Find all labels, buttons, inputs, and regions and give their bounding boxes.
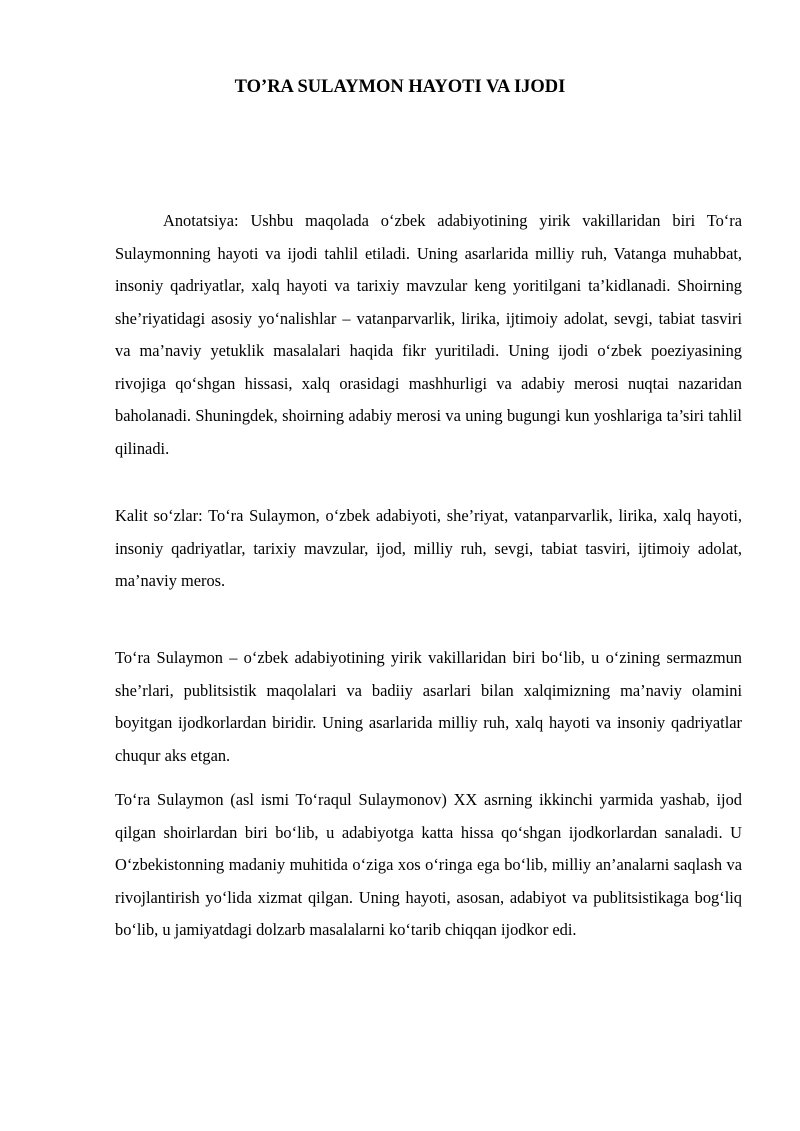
body-paragraph: To‘ra Sulaymon (asl ismi To‘raqul Sulaymonov) XX asrning ikkinchi yarmida yashab, ijod qilgan shoirlardan biri bo‘lib, u adabiyotga katta hissa qo‘shgan ijodkorlardan sanaladi. U O‘zbekistonning madaniy muhitida o‘ziga xos o‘ringa ega bo‘lib, milliy an’analarni saqlash va rivojlantirish yo‘lida xizmat qilgan. Uning hayoti, asosan, adabiyot va publitsistikaga bog‘liq bo‘lib, u jamiyatdagi dolzarb masalalarni ko‘tarib chiqqan ijodkor edi. (115, 790, 742, 939)
body-section-1 (115, 642, 742, 772)
keywords-paragraph: Kalit so‘zlar: To‘ra Sulaymon, o‘zbek adabiyoti, she’riyat, vatanparvarlik, lirika, xalq hayoti, insoniy qadriyatlar, tarixiy mavzular, ijod, milliy ruh, sevgi, tabiat tasviri, ijtimoiy adolat, ma’naviy meros. (115, 506, 742, 590)
body-paragraph: To‘ra Sulaymon – o‘zbek adabiyotining yirik vakillaridan biri bo‘lib, u o‘zining sermazmun she’rlari, publitsistik maqolalari va badiiy asarlari bilan xalqimizning ma’naviy olamini boyitgan ijodkorlardan biridir. Uning asarlarida milliy ruh, xalq hayoti va insoniy qadriyatlar chuqur aks etgan. (115, 648, 742, 765)
keywords-section (115, 500, 742, 598)
body-section-2 (115, 784, 742, 947)
abstract-paragraph: Anotatsiya: Ushbu maqolada o‘zbek adabiyotining yirik vakillaridan biri To‘ra Sulaymonning hayoti va ijodi tahlil etiladi. Uning asarlarida milliy ruh, Vatanga muhabbat, insoniy qadriyatlar, xalq hayoti va tarixiy mavzular keng yoritilgani ta’kidlanadi. Shoirning she’riyatidagi asosiy yo‘nalishlar – vatanparvarlik, lirika, ijtimoiy adolat, sevgi, tabiat tasviri va ma’naviy yetuklik masalalari haqida fikr yuritiladi. Uning ijodi o‘zbek poeziyasining rivojiga qo‘shgan hissasi, xalq orasidagi mashhurligi va adabiy merosi nuqtai nazaridan baholanadi. Shuningdek, shoirning adabiy merosi va uning bugungi kun yoshlariga ta’siri tahlil qilinadi. (115, 211, 742, 458)
document-title: TO’RA SULAYMON HAYOTI VA IJODI (234, 77, 566, 97)
abstract-section (115, 205, 742, 465)
